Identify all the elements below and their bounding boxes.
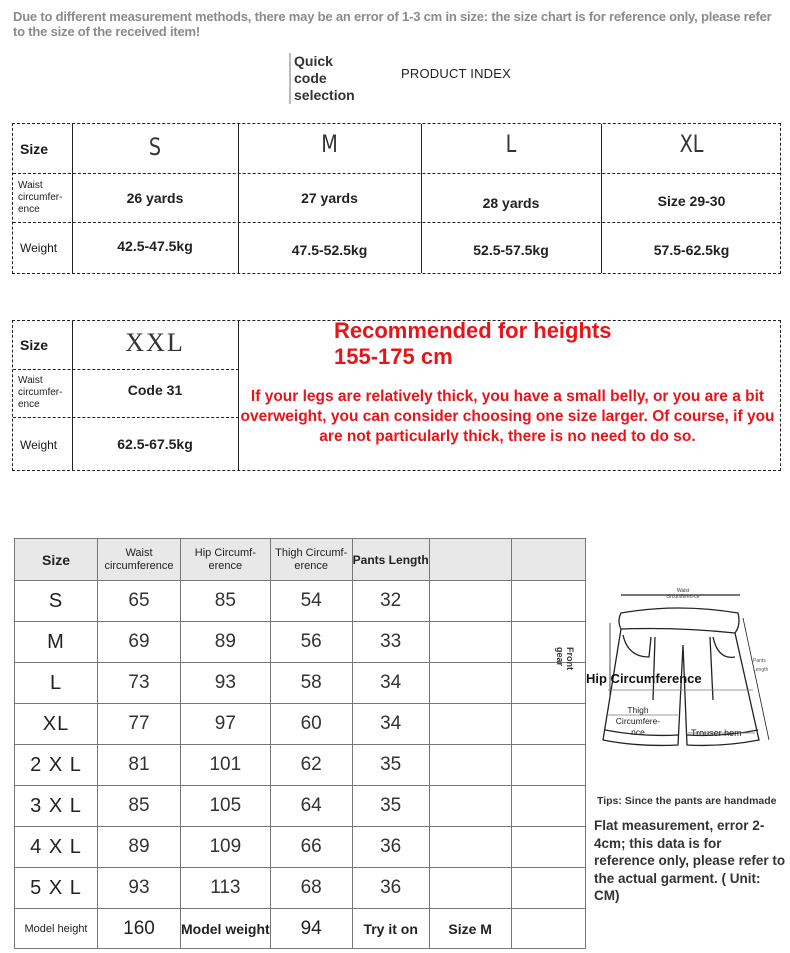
cell-empty [429,622,511,663]
hem-diagram-label: Trouser hem [691,728,742,738]
cell-hip: 113 [181,868,271,909]
cell-thigh: 62 [270,745,352,786]
cell-empty [511,581,585,622]
row-label-size: Size [20,140,49,157]
row-label-waist: Waist circumfer-ence [18,179,63,215]
size-xl-header: XL [679,130,704,158]
cell-length: 36 [352,868,429,909]
cell-size: 5 X L [15,868,98,909]
size-l-header: L [505,130,517,158]
cell-length: 32 [352,581,429,622]
recommend-body: If your legs are relatively thick, you have a small belly, or you are a bit overweight, you can consider choosing one size larger. Of course, if you are not particularly thick, there is no need to do so. [240,388,775,445]
cell-length: 34 [352,663,429,704]
cell-size: 2 X L [15,745,98,786]
cell-empty [429,827,511,868]
waist-xxl: Code 31 [127,382,183,398]
cell-waist: 73 [98,663,181,704]
cell-empty [511,909,585,949]
table-row [15,868,586,909]
tips-text: Tips: Since the pants are handmade [597,795,777,807]
model-weight-value: 94 [270,909,352,949]
cell-empty [511,827,585,868]
quick-code-label: Quick code selection [289,53,369,104]
product-index-label: PRODUCT INDEX [401,66,511,81]
disclaimer-text: Due to different measurement methods, there may be an error of 1-3 cm in size: the size chart is for reference only, please refer to the size of the received item! [13,9,772,39]
measurement-note: Flat measurement, error 2-4cm; this data is for reference only, please refer to the actual garment. ( Unit: CM) [594,818,786,903]
pants-length-diagram-label: Pants Length [753,658,769,673]
row-label-weight: Weight [20,241,58,255]
table-row [15,827,586,868]
table-row [15,663,586,704]
table-row [15,581,586,622]
cell-empty [429,581,511,622]
size-table-main [12,123,781,274]
cell-waist: 81 [98,745,181,786]
weight-s: 42.5-47.5kg [117,238,193,254]
cell-thigh: 66 [270,827,352,868]
header-empty-1 [429,539,511,581]
cell-size: 3 X L [15,786,98,827]
recommend-range: 155-175 cm [334,344,453,369]
cell-empty [429,868,511,909]
model-weight-label: Model weight [181,909,271,949]
try-size-value: Size M [429,909,511,949]
size-xxl-header: XXL [125,328,185,357]
weight-l: 52.5-57.5kg [473,242,549,258]
size-s-header: S [148,132,162,161]
cell-waist: 77 [98,704,181,745]
measurement-table [14,538,586,949]
cell-thigh: 60 [270,704,352,745]
cell-thigh: 68 [270,868,352,909]
header-waist: Waist circumference [98,539,181,581]
recommend-title: Recommended for heights [334,318,612,343]
model-info-row [15,909,586,949]
cell-length: 35 [352,786,429,827]
waist-diagram-label: Waist circumferen-ce [666,588,700,600]
thigh-diagram-label: Thigh Circumfere-nce [615,705,661,737]
row-label-waist: Waist circumfer-ence [18,375,63,410]
row-label-weight: Weight [20,437,58,452]
cell-empty [511,704,585,745]
cell-waist: 85 [98,786,181,827]
cell-length: 33 [352,622,429,663]
table-header-row [15,539,586,581]
cell-hip: 105 [181,786,271,827]
table-row [15,622,586,663]
cell-size: M [15,622,98,663]
table-row [15,745,586,786]
recommend-heading [334,318,611,370]
weight-xxl: 62.5-67.5kg [117,436,193,452]
waist-m: 27 yards [301,189,358,206]
cell-hip: 101 [181,745,271,786]
cell-thigh: 54 [270,581,352,622]
front-gear-label: Front gear [555,647,575,670]
cell-empty [511,745,585,786]
cell-size: S [15,581,98,622]
waist-s: 26 yards [126,189,184,206]
header-hip: Hip Circumf-erence [181,539,271,581]
model-height-label: Model height [15,909,98,949]
model-height-value: 160 [98,909,181,949]
try-it-on-label: Try it on [352,909,429,949]
weight-m: 47.5-52.5kg [291,242,368,258]
cell-empty [429,663,511,704]
cell-waist: 93 [98,868,181,909]
cell-hip: 93 [181,663,271,704]
cell-thigh: 58 [270,663,352,704]
cell-empty [429,745,511,786]
cell-length: 35 [352,745,429,786]
cell-hip: 85 [181,581,271,622]
cell-length: 34 [352,704,429,745]
cell-hip: 109 [181,827,271,868]
header-empty-2 [511,539,585,581]
header-thigh: Thigh Circumf-erence [270,539,352,581]
hip-diagram-label: Hip Circumference [586,671,702,686]
weight-xl: 57.5-62.5kg [653,242,730,258]
shorts-diagram [555,585,783,770]
cell-empty [511,786,585,827]
cell-hip: 89 [181,622,271,663]
cell-size: L [15,663,98,704]
cell-empty [511,868,585,909]
cell-hip: 97 [181,704,271,745]
cell-length: 36 [352,827,429,868]
table-row [15,704,586,745]
cell-empty [429,786,511,827]
cell-waist: 65 [98,581,181,622]
header-size: Size [15,539,98,581]
cell-size: XL [15,704,98,745]
waist-l: 28 yards [482,194,540,211]
cell-waist: 69 [98,622,181,663]
cell-thigh: 64 [270,786,352,827]
cell-waist: 89 [98,827,181,868]
header-pants-length: Pants Length [352,539,429,581]
waist-xl: Size 29-30 [657,192,726,209]
size-m-header: M [321,130,338,158]
row-label-size: Size [20,337,49,353]
cell-thigh: 56 [270,622,352,663]
cell-size: 4 X L [15,827,98,868]
cell-empty [429,704,511,745]
table-row [15,786,586,827]
